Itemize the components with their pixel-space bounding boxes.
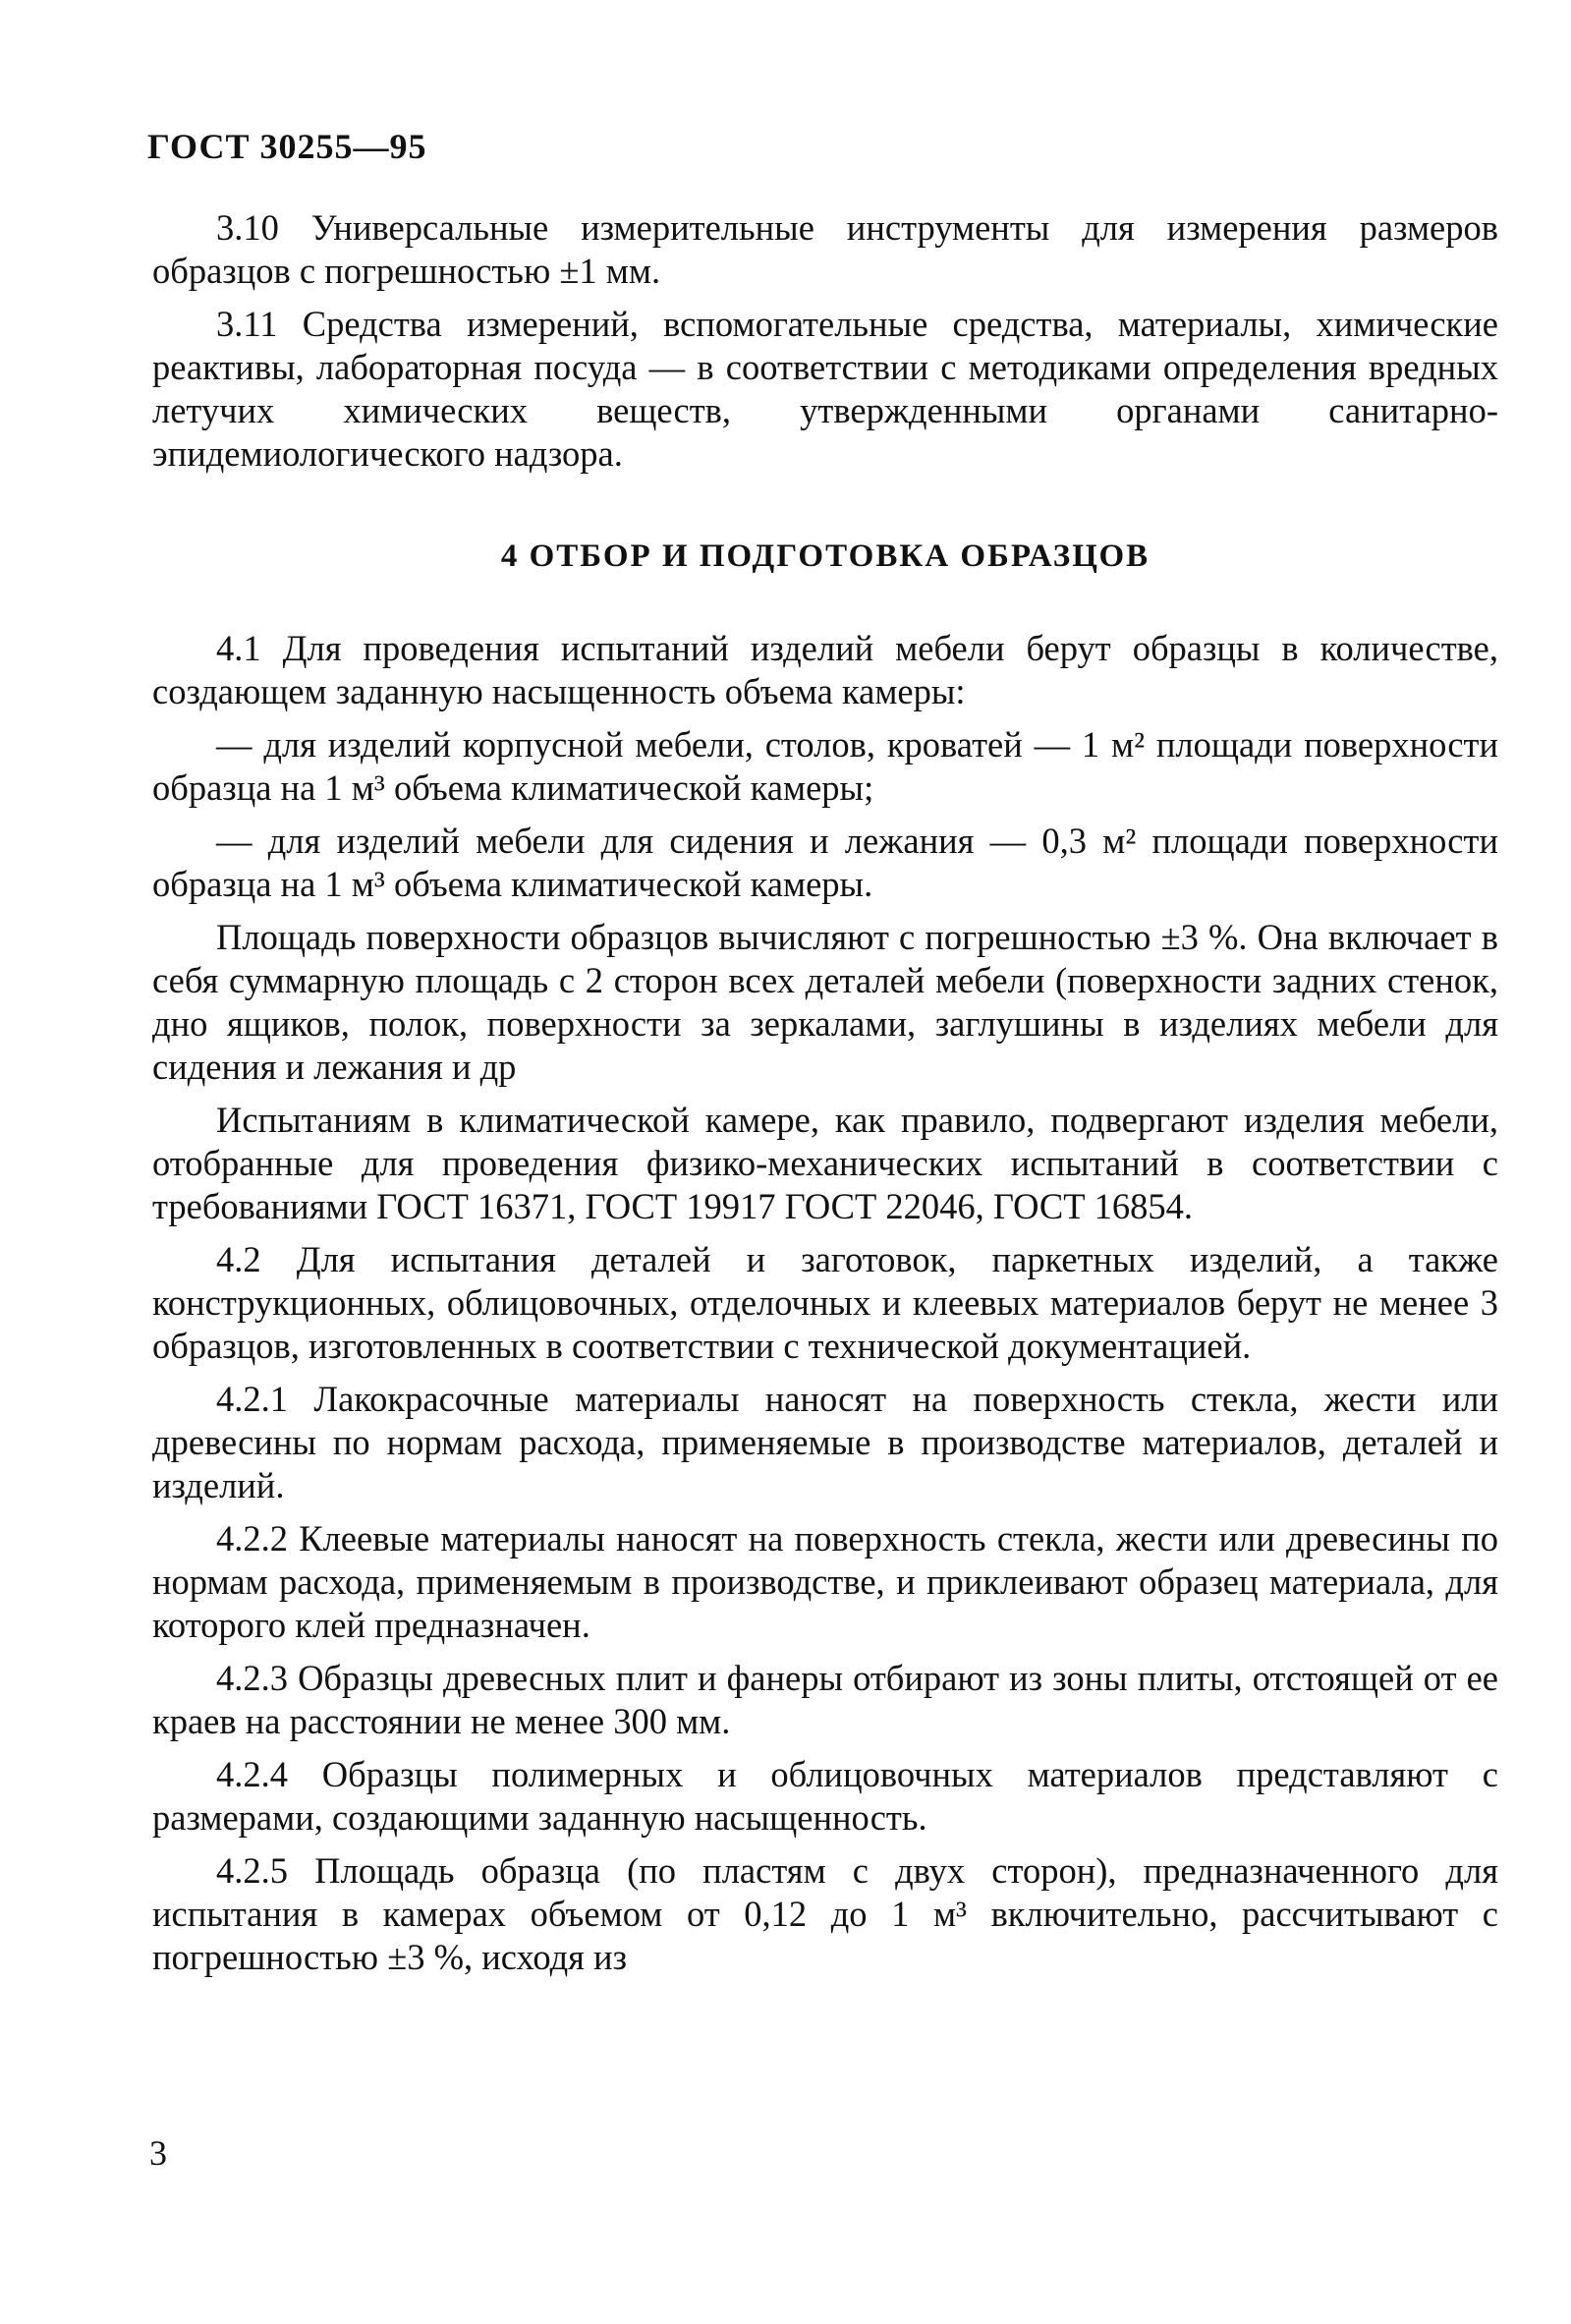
paragraph-4-2-4: 4.2.4 Образцы полимерных и облицовочных материалов представляют с размерами, создающими заданную насыщенность. (152, 1754, 1498, 1838)
paragraph-4-1: 4.1 Для проведения испытаний изделий мебели берут образцы в количестве, создающем заданную насыщенность объема камеры: (152, 628, 1498, 711)
paragraph-surface-area: Площадь поверхности образцов вычисляют с погрешностью ±3 %. Она включает в себя суммарную площадь с 2 сторон всех деталей мебели (поверхности задних стенок, дно ящиков, полок, поверхности за зеркалами, заглушины в изделиях мебели для сидения и лежания и др (152, 917, 1498, 1087)
list-item-seating-furniture: — для изделий мебели для сидения и лежания — 0,3 м² площади поверхности образца на 1 м³ объема климатической камеры. (152, 821, 1498, 904)
paragraph-4-2-3: 4.2.3 Образцы древесных плит и фанеры отбирают из зоны плиты, отстоящей от ее краев на расстоянии не менее 300 мм. (152, 1658, 1498, 1741)
page-number: 3 (149, 2133, 167, 2173)
paragraph-climate-chamber-tests: Испытаниям в климатической камере, как правило, подвергают изделия мебели, отобранные для проведения физико-механических испытаний в соответствии с требованиями ГОСТ 16371, ГОСТ 19917 ГОСТ 22046, ГОСТ 16854. (152, 1100, 1498, 1226)
paragraph-4-2-5: 4.2.5 Площадь образца (по пластям с двух сторон), предназначенного для испытания в камерах объемом от 0,12 до 1 м³ включительно, рассчитывают с погрешностью ±3 %, исходя из (152, 1850, 1498, 1977)
paragraph-4-2-2: 4.2.2 Клеевые материалы наносят на поверхность стекла, жести или древесины по нормам расхода, применяемым в производстве, и приклеивают образец материала, для которого клей предназначен. (152, 1518, 1498, 1645)
paragraph-3-11: 3.11 Средства измерений, вспомогательные средства, материалы, химические реактивы, лабораторная посуда — в соответствии с методиками определения вредных летучих химических веществ, утвержденными органами санитарно-эпидемиологического надзора. (152, 304, 1498, 474)
paragraph-3-10: 3.10 Универсальные измерительные инструменты для измерения размеров образцов с погрешностью ±1 мм. (152, 207, 1498, 291)
document-body (152, 206, 1498, 1989)
document-code: ГОСТ 30255—95 (147, 127, 427, 166)
list-item-cabinet-furniture: — для изделий корпусной мебели, столов, кроватей — 1 м² площади поверхности образца на 1 м³ объема климатической камеры; (152, 724, 1498, 808)
paragraph-4-2: 4.2 Для испытания деталей и заготовок, паркетных изделий, а также конструкционных, облицовочных, отделочных и клеевых материалов берут не менее 3 образцов, изготовленных в соответствии с технической документацией. (152, 1239, 1498, 1366)
section-heading-4: 4 ОТБОР И ПОДГОТОВКА ОБРАЗЦОВ (500, 538, 1150, 574)
paragraph-4-2-1: 4.2.1 Лакокрасочные материалы наносят на поверхность стекла, жести или древесины по нормам расхода, применяемые в производстве материалов, деталей и изделий. (152, 1379, 1498, 1505)
